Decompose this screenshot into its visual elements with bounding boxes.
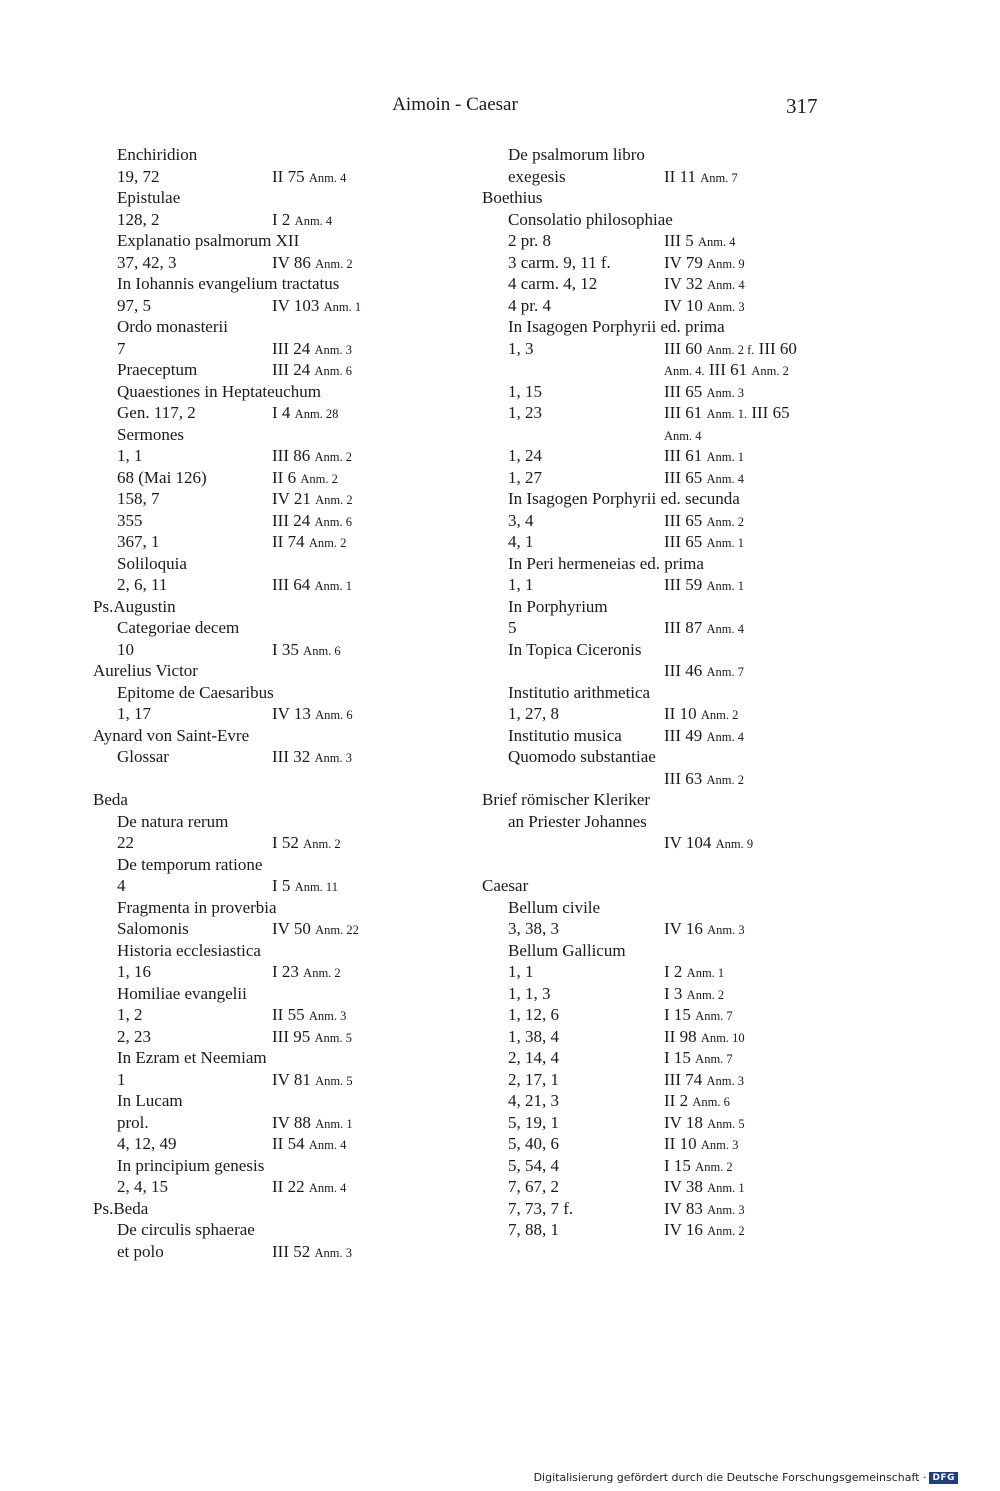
ref-note: Anm. 7 — [700, 170, 738, 185]
ref-volume-page: IV 13 — [272, 704, 311, 723]
ref-volume-page: III 63 — [664, 768, 703, 788]
entry-reference — [664, 338, 797, 362]
entry-label: 22 — [117, 833, 134, 852]
entry-reference — [272, 574, 352, 598]
entry-label: 2, 17, 1 — [508, 1069, 559, 1089]
ref-note: Anm. 2 — [308, 536, 347, 550]
entry-label: 7 — [117, 338, 126, 358]
ref-note: Anm. 1 — [707, 1181, 745, 1195]
ref-note: Anm. 2 — [695, 1159, 733, 1174]
ref-note: Anm. 3 — [700, 1138, 739, 1152]
ref-volume-page: IV 88 — [272, 1112, 311, 1132]
entry-reference — [664, 768, 744, 792]
ref-volume-page: III 32 — [272, 747, 311, 766]
entry-label: prol. — [117, 1112, 149, 1132]
entry-label: Aurelius Victor — [93, 661, 198, 680]
ref-volume-page-2: III 65 — [751, 403, 790, 422]
ref-volume-page: IV 21 — [272, 489, 311, 508]
entry-reference — [664, 832, 753, 856]
ref-volume-page-2: III 60 — [758, 338, 797, 358]
ref-note: Anm. 6 — [314, 514, 352, 529]
entry-label: De psalmorum libro — [508, 145, 645, 164]
entry-label: 2 pr. 8 — [508, 231, 551, 250]
ref-note: Anm. 11 — [294, 880, 338, 894]
ref-volume-page: II 10 — [664, 1134, 697, 1153]
entry-reference — [272, 1069, 353, 1093]
entry-label: 367, 1 — [117, 532, 160, 551]
ref-note: Anm. 3 — [706, 385, 744, 400]
entry-label: Ps.Beda — [93, 1198, 149, 1218]
entry-label: 3 carm. 9, 11 f. — [508, 252, 611, 272]
ref-note: Anm. 2 f. — [706, 342, 755, 357]
entry-reference — [664, 1155, 733, 1179]
ref-volume-page: III 52 — [272, 1241, 311, 1261]
entry-reference — [664, 617, 744, 641]
entry-label: 1, 27 — [508, 467, 542, 487]
page-number: 317 — [786, 94, 818, 118]
entry-reference — [272, 703, 353, 727]
ref-note: Anm. 3 — [707, 923, 745, 937]
ref-note: Anm. 4. — [664, 364, 705, 378]
entry-reference — [664, 510, 744, 534]
entry-reference — [272, 1112, 353, 1136]
entry-reference — [664, 1219, 745, 1243]
entry-reference — [272, 639, 341, 663]
entry-label: 4, 12, 49 — [117, 1134, 177, 1153]
ref-note: Anm. 9 — [707, 256, 745, 271]
entry-reference — [272, 510, 352, 534]
ref-volume-page: IV 16 — [664, 919, 703, 938]
entry-reference — [272, 166, 346, 190]
entry-label: 2, 4, 15 — [117, 1177, 168, 1196]
ref-volume-page: IV 81 — [272, 1069, 311, 1089]
ref-volume-page: IV 18 — [664, 1112, 703, 1132]
entry-label: 4, 21, 3 — [508, 1091, 559, 1110]
entry-reference — [664, 1090, 730, 1114]
entry-reference — [664, 381, 744, 405]
ref-note: Anm. 1 — [686, 966, 725, 980]
entry-label: 1, 23 — [508, 403, 542, 422]
entry-reference — [272, 1241, 352, 1265]
entry-label: Aynard von Saint-Evre — [93, 725, 250, 745]
entry-label: Quomodo substantiae — [508, 747, 656, 766]
entry-label: 1 — [117, 1069, 126, 1089]
entry-reference — [664, 574, 744, 598]
entry-reference — [664, 402, 790, 426]
entry-label: 128, 2 — [117, 209, 160, 229]
entry-label: Consolatio philosophiae — [508, 209, 673, 229]
ref-note: Anm. 6 — [315, 708, 353, 722]
entry-label: exegesis — [508, 166, 566, 186]
ref-volume-page: IV 38 — [664, 1177, 703, 1196]
ref-note: Anm. 2 — [315, 256, 353, 271]
entry-label: 7, 73, 7 f. — [508, 1198, 574, 1218]
entry-label: Caesar — [482, 876, 529, 895]
entry-label: 10 — [117, 639, 134, 659]
entry-reference — [664, 660, 744, 684]
ref-volume-page: III 65 — [664, 381, 703, 401]
ref-note: Anm. 5 — [315, 1073, 353, 1088]
entry-label: 1, 1 — [508, 575, 534, 594]
ref-volume-page: II 2 — [664, 1091, 689, 1110]
entry-label: Quaestiones in Heptateuchum — [117, 381, 321, 401]
entry-reference — [664, 1133, 738, 1157]
ref-note: Anm. 2 — [706, 514, 744, 529]
ref-volume-page: I 52 — [272, 833, 299, 852]
ref-note: Anm. 4 — [706, 622, 744, 636]
ref-note: Anm. 4 — [294, 213, 333, 228]
ref-volume-page: I 2 — [272, 209, 291, 229]
ref-volume-page: III 24 — [272, 338, 311, 358]
ref-volume-page-2: III 61 — [708, 360, 748, 379]
entry-reference — [664, 166, 738, 190]
entry-label: 19, 72 — [117, 166, 160, 186]
ref-note: Anm. 1 — [323, 299, 362, 314]
ref-note: Anm. 4 — [706, 471, 744, 486]
ref-note: Anm. 2 — [707, 1224, 745, 1238]
ref-volume-page: IV 50 — [272, 919, 311, 938]
entry-label: 1, 3 — [508, 338, 534, 358]
entry-label: 1, 1 — [117, 446, 143, 465]
dfg-logo: DFG — [929, 1472, 958, 1484]
entry-label: 1, 1 — [508, 962, 534, 981]
entry-reference — [664, 273, 745, 297]
entry-reference — [272, 1176, 346, 1200]
ref-note: Anm. 10 — [700, 1030, 745, 1045]
ref-note: Anm. 7 — [706, 665, 744, 679]
entry-reference — [272, 445, 352, 469]
ref-note: Anm. 3 — [314, 1245, 352, 1260]
ref-note-2: Anm. 2 — [751, 364, 789, 378]
ref-note: Anm. 3 — [314, 751, 352, 765]
ref-note: Anm. 4 — [707, 278, 745, 292]
entry-label: Epistulae — [117, 188, 181, 207]
ref-volume-page: II 74 — [272, 532, 305, 551]
ref-note: Anm. 7 — [695, 1009, 733, 1023]
entry-label: De natura rerum — [117, 811, 229, 831]
entry-label: 4 carm. 4, 12 — [508, 274, 598, 293]
entry-reference — [664, 703, 738, 727]
ref-volume-page: III 61 — [664, 403, 703, 422]
entry-reference — [272, 875, 338, 899]
ref-note: Anm. 3 — [314, 342, 352, 357]
entry-label: Boethius — [482, 188, 543, 207]
entry-label: Explanatio psalmorum XII — [117, 231, 300, 250]
ref-note: Anm. 2 — [303, 966, 341, 980]
entry-reference — [272, 209, 332, 233]
entry-reference — [664, 1069, 744, 1093]
entry-label: In Ezram et Neemiam — [117, 1048, 267, 1067]
entry-label: In Porphyrium — [508, 596, 608, 616]
ref-volume-page: III 64 — [272, 575, 311, 594]
entry-reference — [272, 832, 341, 856]
entry-label: 355 — [117, 510, 143, 530]
ref-note: Anm. 1. — [706, 407, 748, 421]
ref-note: Anm. 7 — [695, 1052, 733, 1066]
entry-label: 5, 54, 4 — [508, 1155, 559, 1175]
funding-footer — [534, 1471, 958, 1484]
ref-note: Anm. 4 — [308, 170, 347, 185]
ref-volume-page: III 24 — [272, 510, 311, 530]
entry-label: Sermones — [117, 424, 185, 444]
ref-note: Anm. 1 — [315, 1116, 353, 1131]
entry-label: Gen. 117, 2 — [117, 403, 196, 422]
entry-label: Soliloquia — [117, 553, 187, 573]
ref-volume-page: I 5 — [272, 876, 291, 895]
entry-label: Beda — [93, 790, 128, 809]
ref-volume-page: II 98 — [664, 1026, 697, 1046]
running-header-title: Aimoin - Caesar — [392, 94, 518, 115]
entry-label: Ps.Augustin — [93, 596, 176, 616]
ref-volume-page: III 65 — [664, 510, 703, 530]
entry-reference — [664, 424, 702, 448]
ref-note: Anm. 2 — [700, 708, 739, 722]
ref-volume-page: IV 103 — [272, 295, 320, 315]
ref-note: Anm. 3 — [707, 1202, 745, 1217]
entry-label: 2, 23 — [117, 1026, 151, 1046]
entry-label: De circulis sphaerae — [117, 1220, 255, 1239]
ref-note: Anm. 1 — [314, 579, 352, 593]
entry-reference — [664, 961, 724, 985]
entry-label: 5, 40, 6 — [508, 1134, 559, 1153]
ref-volume-page: IV 32 — [664, 274, 703, 293]
ref-note: Anm. 2 — [314, 450, 352, 464]
entry-reference — [272, 918, 359, 942]
entry-label: Institutio arithmetica — [508, 682, 651, 702]
ref-note: Anm. 4 — [664, 428, 702, 443]
ref-note: Anm. 1 — [706, 579, 744, 593]
ref-volume-page: III 5 — [664, 231, 694, 250]
ref-volume-page: III 46 — [664, 661, 703, 680]
entry-label: 1, 12, 6 — [508, 1005, 559, 1024]
entry-label: 4 pr. 4 — [508, 295, 551, 315]
ref-volume-page: II 54 — [272, 1134, 305, 1153]
entry-reference — [664, 445, 744, 469]
entry-label: 2, 6, 11 — [117, 575, 168, 594]
entry-label: In Isagogen Porphyrii ed. prima — [508, 317, 725, 336]
entry-label: 5, 19, 1 — [508, 1112, 559, 1132]
ref-note: Anm. 4 — [697, 235, 736, 249]
entry-label: In Iohannis evangelium tractatus — [117, 274, 340, 293]
ref-volume-page: I 3 — [664, 983, 683, 1003]
ref-note: Anm. 4 — [308, 1181, 347, 1195]
ref-volume-page: I 35 — [272, 639, 299, 659]
entry-reference — [664, 295, 745, 319]
entry-label: 7, 88, 1 — [508, 1220, 559, 1239]
ref-volume-page: II 6 — [272, 467, 297, 487]
ref-note: Anm. 3 — [706, 1073, 744, 1088]
entry-reference — [272, 402, 338, 426]
ref-note: Anm. 3 — [308, 1009, 347, 1023]
entry-label: 3, 38, 3 — [508, 919, 559, 938]
ref-volume-page: I 15 — [664, 1048, 691, 1067]
entry-label: 1, 16 — [117, 962, 151, 981]
entry-label: Homiliae evangelii — [117, 983, 247, 1003]
entry-label: 1, 27, 8 — [508, 704, 559, 723]
entry-reference — [272, 359, 352, 383]
ref-volume-page: III 87 — [664, 618, 703, 637]
entry-label: Brief römischer Kleriker — [482, 790, 651, 809]
entry-label: 1, 2 — [117, 1005, 143, 1024]
ref-volume-page: IV 16 — [664, 1220, 703, 1239]
entry-reference — [272, 1026, 352, 1050]
ref-note: Anm. 2 — [686, 987, 725, 1002]
ref-note: Anm. 4 — [706, 729, 744, 744]
entry-label: 158, 7 — [117, 489, 160, 508]
entry-reference — [272, 746, 352, 770]
ref-volume-page: II 10 — [664, 704, 697, 723]
ref-note: Anm. 1 — [706, 450, 744, 464]
entry-label: 37, 42, 3 — [117, 252, 177, 272]
entry-label: Praeceptum — [117, 360, 198, 379]
entry-label: De temporum ratione — [117, 854, 263, 874]
entry-label: et polo — [117, 1241, 164, 1261]
entry-reference — [664, 983, 724, 1007]
entry-label: Fragmenta in proverbia — [117, 897, 277, 917]
ref-note: Anm. 2 — [315, 493, 353, 507]
entry-label: 1, 24 — [508, 446, 542, 465]
ref-volume-page: III 60 — [664, 338, 703, 358]
ref-volume-page: III 86 — [272, 446, 311, 465]
entry-reference — [272, 338, 352, 362]
entry-label: Bellum civile — [508, 897, 601, 917]
ref-note: Anm. 9 — [715, 837, 754, 851]
entry-label: 2, 14, 4 — [508, 1048, 559, 1067]
ref-volume-page: III 49 — [664, 725, 703, 745]
entry-reference — [664, 1004, 733, 1028]
entry-label: 3, 4 — [508, 510, 534, 530]
entry-reference — [664, 252, 745, 276]
entry-label: 68 (Mai 126) — [117, 467, 207, 487]
ref-volume-page: III 95 — [272, 1026, 311, 1046]
entry-reference — [664, 230, 735, 254]
ref-note: Anm. 6 — [692, 1095, 730, 1109]
ref-note: Anm. 2 — [303, 837, 341, 851]
ref-note: Anm. 2 — [706, 772, 744, 787]
entry-reference — [664, 1047, 733, 1071]
entry-label: 4, 1 — [508, 532, 534, 551]
ref-volume-page: IV 83 — [664, 1198, 703, 1218]
entry-reference — [664, 1112, 745, 1136]
entry-label: In principium genesis — [117, 1155, 265, 1175]
ref-volume-page: I 23 — [272, 962, 299, 981]
ref-note: Anm. 22 — [315, 923, 359, 937]
entry-label: Institutio musica — [508, 725, 622, 745]
entry-label: In Topica Ciceronis — [508, 639, 642, 659]
entry-label: Historia ecclesiastica — [117, 940, 261, 960]
entry-label: 7, 67, 2 — [508, 1177, 559, 1196]
ref-volume-page: III 59 — [664, 575, 703, 594]
ref-volume-page: I 15 — [664, 1155, 691, 1175]
entry-reference — [272, 252, 353, 276]
ref-volume-page: III 61 — [664, 446, 703, 465]
entry-label: Enchiridion — [117, 145, 198, 164]
ref-volume-page: III 65 — [664, 467, 703, 487]
funding-note: Digitalisierung gefördert durch die Deutsche Forschungsgemeinschaft · — [533, 1471, 927, 1484]
ref-note: Anm. 4 — [308, 1138, 347, 1152]
ref-note: Anm. 28 — [294, 407, 339, 421]
entry-label: In Isagogen Porphyrii ed. secunda — [508, 489, 740, 508]
entry-reference — [664, 1176, 745, 1200]
ref-volume-page: IV 79 — [664, 252, 703, 272]
entry-reference — [664, 1198, 745, 1222]
entry-label: 1, 15 — [508, 381, 542, 401]
entry-reference — [272, 467, 338, 491]
ref-note: Anm. 2 — [300, 471, 338, 486]
ref-note: Anm. 6 — [303, 643, 341, 658]
entry-label: an Priester Johannes — [508, 811, 647, 831]
entry-reference — [664, 918, 745, 942]
ref-volume-page: IV 10 — [664, 295, 703, 315]
ref-volume-page: I 15 — [664, 1005, 691, 1024]
ref-volume-page: III 74 — [664, 1069, 703, 1089]
entry-reference — [272, 1133, 346, 1157]
entry-reference — [272, 295, 361, 319]
ref-volume-page: I 2 — [664, 962, 683, 981]
entry-reference — [664, 725, 744, 749]
entry-label: In Lucam — [117, 1091, 183, 1110]
ref-note: Anm. 5 — [707, 1116, 745, 1131]
entry-reference — [664, 359, 789, 383]
ref-volume-page: I 4 — [272, 403, 291, 422]
ref-volume-page: IV 86 — [272, 252, 311, 272]
ref-volume-page: II 22 — [272, 1177, 305, 1196]
ref-volume-page: II 75 — [272, 166, 305, 186]
entry-label: 97, 5 — [117, 295, 151, 315]
entry-label: 1, 1, 3 — [508, 983, 551, 1003]
entry-reference — [272, 531, 346, 555]
entry-reference — [272, 1004, 346, 1028]
entry-reference — [664, 467, 744, 491]
entry-reference — [272, 488, 353, 512]
ref-volume-page: II 11 — [664, 166, 696, 186]
entry-label: Bellum Gallicum — [508, 940, 626, 960]
entry-label: Salomonis — [117, 919, 189, 938]
entry-reference — [664, 531, 744, 555]
entry-label: 5 — [508, 618, 517, 637]
entry-label: 1, 38, 4 — [508, 1026, 559, 1046]
ref-volume-page: III 24 — [272, 360, 311, 379]
entry-label: Categoriae decem — [117, 618, 240, 637]
entry-reference — [272, 961, 341, 985]
ref-note: Anm. 1 — [706, 536, 744, 550]
entry-label: 4 — [117, 876, 126, 895]
ref-note: Anm. 5 — [314, 1030, 352, 1045]
entry-label: 1, 17 — [117, 704, 151, 723]
ref-volume-page: II 55 — [272, 1005, 305, 1024]
entry-label: In Peri hermeneias ed. prima — [508, 553, 704, 573]
ref-volume-page: IV 104 — [664, 833, 712, 852]
entry-label: Glossar — [117, 747, 169, 766]
entry-label: Ordo monasterii — [117, 317, 228, 336]
ref-note: Anm. 3 — [707, 299, 745, 314]
ref-note: Anm. 6 — [314, 364, 352, 378]
entry-reference — [664, 1026, 745, 1050]
ref-volume-page: III 65 — [664, 532, 703, 551]
entry-label: Epitome de Caesaribus — [117, 682, 274, 702]
